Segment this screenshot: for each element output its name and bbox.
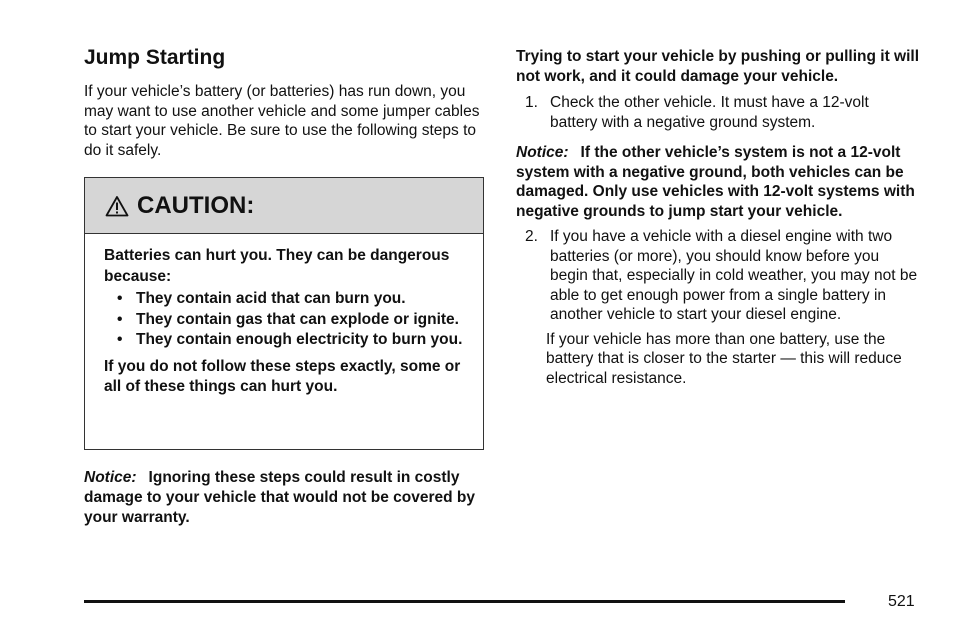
notice-label: Notice:	[84, 469, 137, 486]
caution-closing: If you do not follow these steps exactly, some or all of these things can hurt you.	[104, 357, 461, 395]
caution-bullet: • They contain enough electricity to burn you.	[104, 330, 465, 351]
notice-text: Ignoring these steps could result in costly damage to your vehicle that would not be covered by your warranty.	[84, 469, 476, 526]
notice-right	[516, 143, 920, 221]
notice-text: If the other vehicle’s system is not a 12-volt system with a negative ground, both vehicles can be damaged. Only use vehicles with 12-volt systems with negative grounds to jump start your vehicle.	[516, 144, 915, 220]
right-column	[516, 47, 920, 388]
caution-list	[104, 289, 465, 351]
step-number: 1.	[525, 94, 538, 111]
caution-bullet: • They contain gas that can explode or ignite.	[104, 310, 465, 331]
notice-left	[84, 468, 484, 528]
footer-rule	[84, 600, 845, 603]
step-1	[516, 93, 920, 132]
caution-bullet: • They contain acid that can burn you.	[104, 289, 465, 310]
notice-label: Notice:	[516, 144, 569, 161]
caution-lead: Batteries can hurt you. They can be dangerous because:	[104, 247, 450, 285]
warning-triangle-icon	[105, 195, 129, 217]
step-text: If you have a vehicle with a diesel engine with two batteries (or more), you should know before you begin that, especially in cold weather, you may not be able to get enough power from a single battery in another vehicle to start your diesel engine.	[550, 228, 918, 323]
caution-title: CAUTION:	[137, 191, 255, 219]
step-text: Check the other vehicle. It must have a 12-volt battery with a negative ground system.	[550, 94, 869, 131]
caution-body	[85, 234, 483, 398]
page-number: 521	[888, 593, 915, 610]
left-column	[84, 44, 486, 160]
step-2-note: If your vehicle has more than one battery, use the battery that is closer to the starter — this will reduce electrical resistance.	[546, 330, 902, 387]
push-start-warning: Trying to start your vehicle by pushing or pulling it will not work, and it could damage your vehicle.	[516, 48, 920, 85]
step-2	[516, 227, 920, 325]
intro-paragraph: If your vehicle’s battery (or batteries) has run down, you may want to use another vehicle and some jumper cables to start your vehicle. Be sure to use the following steps to do it safely.	[84, 83, 480, 159]
section-title: Jump Starting	[84, 46, 226, 69]
caution-header	[85, 178, 483, 234]
step-number: 2.	[525, 228, 538, 245]
caution-box	[84, 177, 484, 450]
